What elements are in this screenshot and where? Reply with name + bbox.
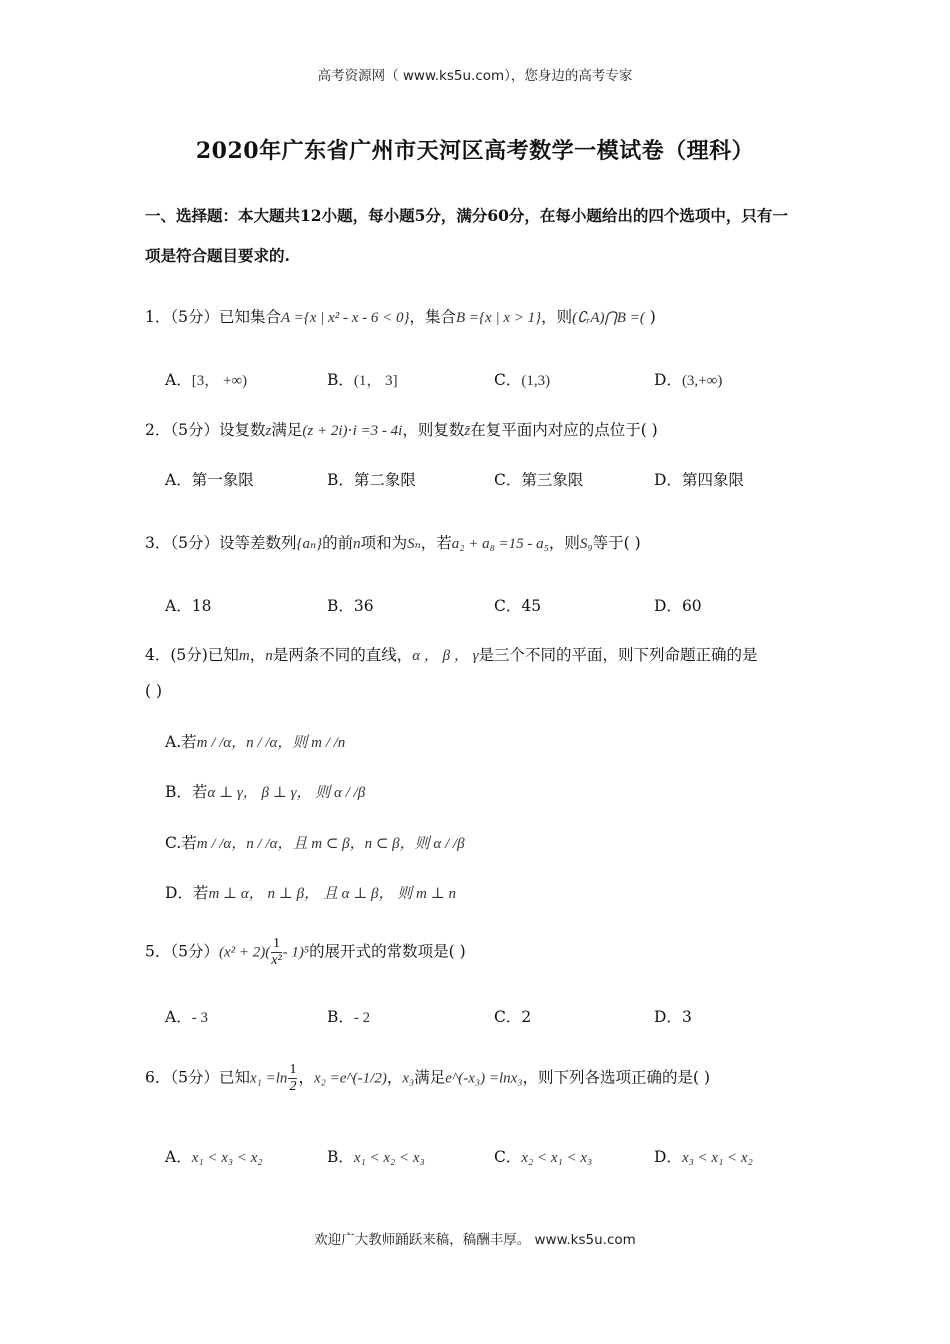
q2-option-c[interactable] <box>494 468 583 490</box>
option-text: m ⊥ α， n ⊥ β， 且 α ⊥ β， 则 m ⊥ n <box>208 886 456 902</box>
option-text: 18 <box>191 597 212 615</box>
option-label: C． <box>494 1008 522 1026</box>
option-text: (1,3) <box>521 373 551 389</box>
question-4 <box>145 643 810 665</box>
question-number: 6． <box>145 1068 171 1087</box>
option-text: 60 <box>681 597 702 615</box>
fraction <box>271 936 281 969</box>
q5-option-a[interactable] <box>165 1005 208 1027</box>
option-text: 45 <box>521 597 542 615</box>
question-text: 等于( ) <box>592 534 641 552</box>
option-label: A． <box>165 471 192 489</box>
question-text: ，若 <box>420 534 452 552</box>
math-expression: z <box>265 423 272 439</box>
question-score: （5分） <box>170 421 219 439</box>
option-text: - 3 <box>191 1010 208 1026</box>
option-text: x₁ < x₃ < x₂ <box>191 1150 263 1166</box>
question-text: ，则 <box>541 308 573 326</box>
q4-option-b[interactable] <box>165 780 365 802</box>
fraction-denominator: 2 <box>289 1079 297 1094</box>
q3-option-b[interactable] <box>327 594 374 616</box>
q6-option-d[interactable] <box>654 1145 753 1167</box>
option-label: D． <box>654 597 682 615</box>
q4-option-d[interactable] <box>165 881 456 903</box>
section-heading-line2: 项是符合题目要求的. <box>145 246 290 265</box>
math-expression: {aₙ} <box>296 536 323 552</box>
question-1 <box>145 305 810 327</box>
math-expression: (z + 2i)⋅i =3 - 4i <box>302 423 403 439</box>
option-text: x₃ < x₁ < x₂ <box>681 1150 753 1166</box>
option-text: (1， 3] <box>353 373 398 389</box>
question-text: ， <box>249 646 266 664</box>
q6-option-a[interactable] <box>165 1145 263 1167</box>
option-text: 第四象限 <box>681 471 744 489</box>
option-label: B． <box>327 371 354 389</box>
option-label: D． <box>654 471 682 489</box>
question-text: 的展开式的常数项是( ) <box>309 942 466 961</box>
question-text: 在复平面内对应的点位于( ) <box>470 421 658 439</box>
question-score: （5分） <box>170 942 219 961</box>
q5-option-c[interactable] <box>494 1005 531 1027</box>
question-6 <box>145 1062 810 1095</box>
math-expression: S₉ <box>579 536 593 552</box>
section-heading-line1: 一、选择题：本大题共12小题，每小题5分，满分60分，在每小题给出的四个选项中，只有一 <box>145 206 788 225</box>
question-text: 项和为 <box>360 534 408 552</box>
question-text: ，则下列各选项正确的是( ) <box>522 1068 711 1087</box>
q6-option-b[interactable] <box>327 1145 425 1167</box>
option-label: B． <box>327 597 354 615</box>
question-3 <box>145 531 810 553</box>
q3-option-c[interactable] <box>494 594 541 616</box>
option-label: D．若 <box>165 884 209 902</box>
q5-option-b[interactable] <box>327 1005 370 1027</box>
question-2 <box>145 418 810 440</box>
question-text: 已知 <box>207 646 239 664</box>
option-label: C． <box>494 597 522 615</box>
q3-option-d[interactable] <box>654 594 702 616</box>
question-text: 的前 <box>322 534 354 552</box>
answer-blank: ( ) <box>145 682 163 700</box>
question-number: 1． <box>145 308 171 326</box>
question-number: 5． <box>145 942 171 961</box>
option-text: x₁ < x₂ < x₃ <box>353 1150 425 1166</box>
math-expression: x₁ =ln <box>250 1070 288 1087</box>
question-5 <box>145 936 810 969</box>
option-text: 第二象限 <box>353 471 416 489</box>
option-label: D． <box>654 1008 682 1026</box>
q5-option-d[interactable] <box>654 1005 692 1027</box>
option-text: 2 <box>521 1008 532 1026</box>
fraction-numerator: 1 <box>272 936 280 951</box>
question-number: 4． <box>145 646 171 664</box>
math-expression: A ={x | x² - x - 6 < 0} <box>281 310 410 326</box>
option-text: 3 <box>681 1008 692 1026</box>
q3-option-a[interactable] <box>165 594 211 616</box>
math-expression: n <box>353 536 361 552</box>
question-text: 已知 <box>219 1068 251 1087</box>
question-text: 已知集合 <box>219 308 282 326</box>
option-label: C.若 <box>165 834 197 852</box>
answer-blank: ) <box>644 308 656 326</box>
question-text: ， <box>386 1068 403 1087</box>
question-number: 3． <box>145 534 171 552</box>
option-label: B． <box>327 1148 354 1166</box>
option-label: A.若 <box>165 733 197 751</box>
option-label: A． <box>165 1008 192 1026</box>
math-expression: (∁ᵣA)⋂B =( <box>572 310 645 326</box>
q4-option-c[interactable] <box>165 831 465 853</box>
math-expression: a₂ + a₈ =15 - a₅ <box>451 536 549 552</box>
math-expression: x₃ <box>402 1070 415 1087</box>
q4-option-a[interactable] <box>165 730 345 752</box>
option-text: m / /α，n / /α，且 m ⊂ β，n ⊂ β，则 α / /β <box>196 836 465 852</box>
option-text: 第三象限 <box>521 471 584 489</box>
question-number: 2． <box>145 421 171 439</box>
q2-option-b[interactable] <box>327 468 416 490</box>
option-label: D． <box>654 1148 682 1166</box>
option-label: A． <box>165 597 192 615</box>
option-label: B．若 <box>165 783 208 801</box>
option-label: C． <box>494 1148 522 1166</box>
q6-option-c[interactable] <box>494 1145 592 1167</box>
fraction <box>288 1062 297 1095</box>
question-text: ，集合 <box>409 308 456 326</box>
question-text: 是三个不同的平面，则下列命题正确的是 <box>478 646 758 664</box>
option-text: (3,+∞) <box>681 373 723 389</box>
option-text: x₂ < x₁ < x₃ <box>521 1150 593 1166</box>
math-expression: Sₙ <box>407 536 421 552</box>
question-text: 设等差数列 <box>219 534 297 552</box>
option-label: A． <box>165 1148 192 1166</box>
q1-option-c[interactable] <box>494 368 550 390</box>
option-text: 第一象限 <box>191 471 254 489</box>
q1-option-a[interactable] <box>165 368 247 390</box>
math-expression: e^(-x₃) =lnx₃ <box>445 1070 523 1087</box>
option-label: B． <box>327 471 354 489</box>
q2-option-a[interactable] <box>165 468 254 490</box>
question-text: 满足 <box>414 1068 446 1087</box>
math-expression: - 1)⁵ <box>282 944 310 961</box>
option-label: A． <box>165 371 192 389</box>
q2-option-d[interactable] <box>654 468 744 490</box>
option-label: D． <box>654 371 682 389</box>
option-label: C． <box>494 471 522 489</box>
question-score: （5分） <box>170 534 219 552</box>
question-text: ， <box>298 1068 314 1087</box>
page-header: 高考资源网（ www.ks5u.com），您身边的高考专家 <box>317 68 633 84</box>
math-expression: B ={x | x > 1} <box>456 310 542 326</box>
question-text: ，则复数 <box>402 421 465 439</box>
math-expression: x₂ =e^(-1/2) <box>313 1070 387 1087</box>
option-text: α ⊥ γ， β ⊥ γ， 则 α / /β <box>207 785 366 801</box>
math-expression: z̄ <box>464 423 471 439</box>
math-expression: α ， β ， γ <box>412 648 479 664</box>
math-expression: (x² + 2)( <box>219 944 271 961</box>
q1-option-b[interactable] <box>327 368 398 390</box>
option-label: B． <box>327 1008 354 1026</box>
fraction-denominator: x² <box>271 953 282 968</box>
option-label: C． <box>494 371 522 389</box>
question-text: ，则 <box>548 534 580 552</box>
fraction-numerator: 1 <box>289 1062 297 1077</box>
question-text: 设复数 <box>219 421 266 439</box>
question-4-line2 <box>145 682 810 700</box>
question-score: (5分) <box>170 646 208 664</box>
math-expression: m <box>238 648 250 664</box>
question-text: 满足 <box>271 421 303 439</box>
math-expression: n <box>265 648 273 664</box>
exam-title: 2020年广东省广州市天河区高考数学一模试卷（理科） <box>195 138 755 164</box>
question-text: 是两条不同的直线， <box>272 646 413 664</box>
option-text: m / /α，n / /α，则 m / /n <box>196 735 346 751</box>
option-text: [3， +∞) <box>191 373 248 389</box>
question-score: （5分） <box>170 1068 219 1087</box>
option-text: - 2 <box>353 1010 371 1026</box>
q1-option-d[interactable] <box>654 368 722 390</box>
option-text: 36 <box>353 597 374 615</box>
page-footer: 欢迎广大教师踊跃来稿，稿酬丰厚。 www.ks5u.com <box>314 1232 636 1248</box>
question-score: （5分） <box>170 308 219 326</box>
